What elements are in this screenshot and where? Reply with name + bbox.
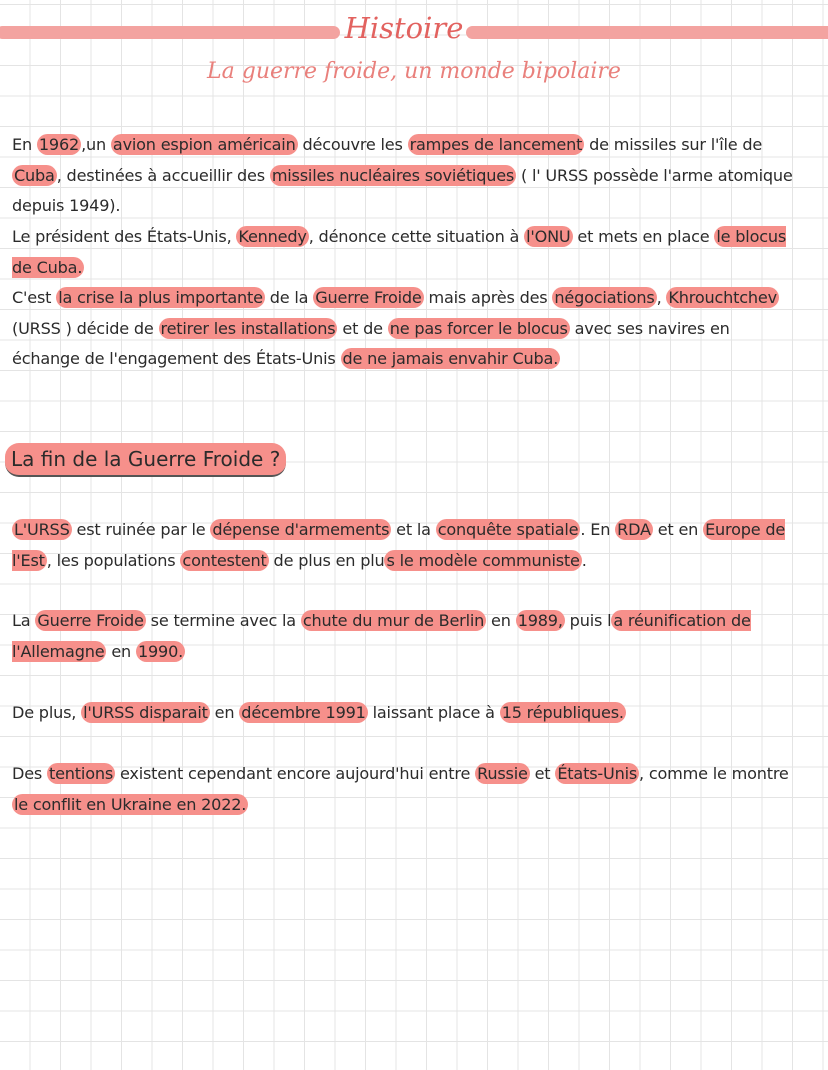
highlight: retirer les installations xyxy=(160,318,336,338)
paragraph-tensions xyxy=(12,759,802,820)
text-segment: De plus, xyxy=(12,703,82,722)
paragraph-crisis xyxy=(12,283,802,375)
highlight: L'URSS xyxy=(14,520,70,539)
text-segment: est ruinée par le xyxy=(71,520,211,539)
highlight: 1962 xyxy=(38,135,80,154)
text-segment: . En xyxy=(580,520,616,539)
highlight: Khrouchtchev xyxy=(668,288,777,307)
highlight: 1990. xyxy=(137,641,184,661)
text-segment: et de xyxy=(337,318,388,338)
text-segment: et la xyxy=(391,520,436,539)
highlight: conquête spatiale xyxy=(437,520,579,539)
text-segment: découvre les xyxy=(297,135,408,154)
title-decoration-left xyxy=(0,26,340,39)
paragraph-cuba-discovery xyxy=(12,130,802,222)
paragraph-urss-ruin xyxy=(12,515,802,576)
page-title: Histoire xyxy=(344,11,464,45)
highlight: RDA xyxy=(617,520,651,539)
highlight: Russie xyxy=(477,764,528,783)
highlight: décembre 1991 xyxy=(241,703,366,722)
text-segment: , xyxy=(656,288,667,307)
page-header xyxy=(0,0,828,100)
highlight: la crise la plus importante xyxy=(58,288,263,307)
text-segment: , destinées à accueillir des xyxy=(56,165,270,185)
text-segment: (URSS ) décide de xyxy=(12,318,159,338)
text-segment: ,un xyxy=(81,135,111,154)
text-segment: C'est xyxy=(12,288,57,307)
highlight: le conflit en Ukraine en 2022. xyxy=(14,794,247,814)
highlight: s le modèle communiste xyxy=(386,550,580,570)
text-segment: et mets en place xyxy=(572,227,715,246)
text-segment: . xyxy=(581,550,587,570)
text-segment: avec ses navires en échange de l'engagement des États-Unis xyxy=(12,318,730,368)
page-subtitle: La guerre froide, un monde bipolaire xyxy=(207,59,621,84)
highlight: tentions xyxy=(49,764,114,783)
highlight: dépense d'armements xyxy=(212,520,390,539)
text-segment: Le président des États-Unis, xyxy=(12,227,237,246)
highlight: avion espion américain xyxy=(112,135,296,154)
text-segment: de plus en plu xyxy=(268,550,385,570)
paragraph-berlin-wall xyxy=(12,606,802,667)
text-segment: , comme le montre xyxy=(639,764,789,783)
text-segment: en xyxy=(486,611,516,630)
text-segment: ( l' URSS possède l'arme atomique depuis 1949). xyxy=(12,165,793,215)
text-segment: , dénonce cette situation à xyxy=(308,227,525,246)
text-segment: de la xyxy=(264,288,314,307)
highlight: rampes de lancement xyxy=(409,135,583,154)
text-segment: Des xyxy=(12,764,47,783)
title-decoration-right xyxy=(466,26,828,39)
text-segment: et xyxy=(529,764,556,783)
highlight: a réunification de l'Allemagne xyxy=(12,611,751,661)
paragraph-kennedy xyxy=(12,222,802,283)
highlight: Kennedy xyxy=(238,227,307,246)
text-segment: se termine avec la xyxy=(145,611,301,630)
text-segment: mais après des xyxy=(423,288,553,307)
highlight: négociations xyxy=(554,288,655,307)
text-segment: La xyxy=(12,611,36,630)
highlight: missiles nucléaires soviétiques xyxy=(271,165,515,185)
highlight: 15 républiques. xyxy=(501,703,624,722)
text-segment: existent cependant encore aujourd'hui entre xyxy=(115,764,476,783)
text-segment: En xyxy=(12,135,37,154)
section-heading: La fin de la Guerre Froide ? xyxy=(5,443,286,477)
highlight: 1989, xyxy=(517,611,563,630)
highlight: Europe de l'Est xyxy=(12,520,786,570)
highlight: l'ONU xyxy=(526,227,571,246)
highlight: ne pas forcer le blocus xyxy=(389,318,568,338)
highlight: chute du mur de Berlin xyxy=(302,611,485,630)
text-segment: de missiles sur l'île de xyxy=(584,135,763,154)
paragraph-urss-dissolution xyxy=(12,698,802,729)
text-segment: laissant place à xyxy=(367,703,500,722)
highlight: contestent xyxy=(182,550,267,570)
highlight: Guerre Froide xyxy=(315,288,422,307)
text-segment: puis l xyxy=(564,611,612,630)
highlight: l'URSS disparait xyxy=(83,703,208,722)
highlight: Cuba xyxy=(14,165,55,185)
highlight: Guerre Froide xyxy=(37,611,144,630)
text-segment: en xyxy=(209,703,240,722)
highlight: le blocus de Cuba. xyxy=(12,227,787,277)
highlight: États-Unis xyxy=(557,764,638,783)
text-segment: en xyxy=(106,641,136,661)
text-segment: , les populations xyxy=(46,550,181,570)
highlight: de ne jamais envahir Cuba. xyxy=(342,349,559,368)
text-segment: et en xyxy=(652,520,704,539)
